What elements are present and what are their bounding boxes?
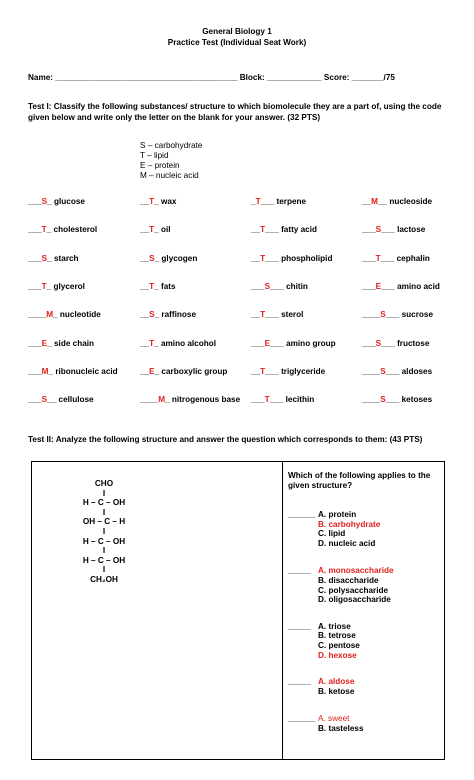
answer-blank: _ — [47, 338, 54, 348]
answer-blank: ______ — [288, 714, 316, 724]
answer-letter: T — [149, 197, 155, 206]
correct-option: A. aldose — [318, 677, 355, 687]
item-label: cellulose — [58, 395, 94, 405]
answer-blank: ___ — [265, 310, 282, 320]
classify-item — [28, 197, 85, 207]
item-label: amino acid — [397, 281, 440, 291]
answer-blank: _ — [154, 281, 161, 291]
answer-blank: ____ — [28, 310, 47, 320]
answer-blank: __ — [251, 225, 261, 235]
item-label: raffinose — [161, 310, 196, 320]
glucose-fischer-structure — [32, 479, 282, 585]
answer-blank: _ — [154, 197, 161, 206]
answer-letter: S — [41, 395, 48, 405]
answer-blank: _ — [154, 338, 161, 348]
item-label: cephalin — [396, 253, 430, 263]
structure-line: I — [102, 488, 106, 498]
classify-item — [362, 339, 429, 349]
classify-item — [251, 367, 325, 377]
item-label: triglyceride — [281, 366, 326, 376]
option-text: C. polysaccharide — [318, 585, 389, 595]
classify-item — [362, 197, 432, 207]
classify-item — [362, 395, 432, 405]
classify-item — [251, 282, 308, 292]
answer-blank: _____ — [288, 566, 311, 576]
answer-option — [288, 510, 444, 520]
answer-letter: T — [149, 225, 155, 235]
answer-blank: _ — [154, 366, 162, 376]
item-label: nucleotide — [59, 310, 101, 320]
answer-blank: ___ — [381, 281, 398, 291]
classify-item — [28, 254, 79, 264]
answer-option — [288, 586, 444, 596]
code-t: T – lipid — [140, 151, 169, 160]
test2-instructions: Test II: Analyze the following structure and answer the question which corresponds to them: (43 PTS) — [28, 435, 423, 444]
answer-letter: S — [41, 253, 48, 263]
answer-blank: ___ — [28, 395, 42, 405]
item-label: fructose — [397, 338, 430, 348]
structure-line: I — [102, 526, 106, 536]
item-label: oil — [160, 225, 171, 235]
answer-group — [283, 566, 444, 604]
answer-blank: ____ — [362, 366, 381, 376]
answer-blank: ___ — [270, 338, 287, 348]
answer-option — [288, 631, 444, 641]
answer-letter: T — [260, 366, 266, 376]
answer-letter: M — [46, 310, 54, 320]
answer-letter: S — [380, 366, 386, 376]
classify-item — [28, 367, 118, 377]
answer-blank: _ — [48, 366, 56, 376]
answer-blank: _ — [251, 197, 256, 206]
answer-blank: ______ — [288, 510, 316, 519]
answer-letter: T — [375, 253, 381, 263]
option-text: B. disaccharide — [318, 575, 379, 585]
answer-blank: ___ — [269, 395, 286, 405]
answer-blank: ___ — [251, 281, 265, 291]
answer-blank: _ — [53, 310, 60, 320]
answer-blank: ____ — [140, 395, 159, 405]
item-label: amino group — [286, 338, 336, 348]
correct-option: B. carbohydrate — [318, 519, 381, 529]
answer-letter: S — [149, 253, 155, 263]
answer-blank: ___ — [385, 366, 402, 376]
answer-letter: T — [255, 197, 261, 206]
classify-item — [140, 197, 176, 207]
answer-blank: ___ — [270, 281, 287, 291]
answer-blank: __ — [140, 225, 150, 235]
answer-blank: _ — [165, 395, 172, 405]
answer-blank: _ — [46, 281, 54, 291]
classify-item — [362, 225, 425, 235]
item-label: side chain — [53, 338, 95, 348]
item-label: phospholipid — [281, 253, 333, 263]
answer-option — [288, 622, 444, 632]
classify-item — [362, 310, 433, 320]
classify-item — [362, 367, 432, 377]
option-text: B. tasteless — [318, 723, 364, 733]
name-block-score-line: Name: ________________________________________ Block: ____________ Score: _______/75 — [28, 73, 395, 82]
structure-line: I — [102, 565, 106, 575]
answer-blank: __ — [140, 338, 150, 348]
answer-letter: E — [375, 281, 382, 291]
answer-group — [283, 677, 444, 696]
classify-item — [362, 254, 430, 264]
answer-blank: __ — [47, 395, 59, 405]
correct-option: D. hexose — [318, 650, 357, 660]
option-text: A. protein — [318, 510, 357, 519]
option-text: D. oligosaccharide — [318, 595, 391, 605]
correct-option: A. sweet — [318, 714, 350, 724]
classify-item — [251, 225, 317, 235]
answer-blank: ___ — [362, 281, 376, 291]
classify-item — [251, 395, 314, 405]
answer-option — [288, 520, 444, 530]
classify-item — [362, 282, 440, 292]
structure-line: CHO — [94, 479, 114, 488]
classify-item — [251, 339, 336, 349]
answer-option — [288, 595, 444, 605]
answer-letter: T — [260, 310, 266, 320]
doc-subtitle: Practice Test (Individual Seat Work) — [167, 38, 307, 47]
option-text: D. nucleic acid — [318, 538, 376, 548]
answer-letter: T — [149, 338, 155, 348]
answer-blank: _ — [46, 225, 54, 235]
answer-letter: S — [375, 338, 382, 348]
item-label: lactose — [397, 225, 426, 235]
structure-line: CH₂OH — [90, 574, 118, 584]
classify-item — [140, 339, 216, 349]
classify-item — [28, 395, 94, 405]
answer-letter: M — [158, 395, 166, 405]
option-text: C. lipid — [318, 529, 346, 539]
answer-blank: ___ — [28, 338, 42, 348]
classify-item — [28, 282, 85, 292]
answer-blank: ___ — [28, 281, 42, 291]
answer-option — [288, 714, 444, 724]
item-label: nitrogenous base — [171, 395, 241, 405]
item-label: carboxylic group — [161, 366, 228, 376]
question-cell — [283, 462, 445, 760]
code-legend — [140, 141, 202, 181]
answer-blank: ___ — [251, 395, 265, 405]
item-label: glycogen — [161, 253, 198, 263]
classify-item — [251, 197, 306, 207]
answer-option — [288, 687, 444, 697]
answer-blank: ___ — [265, 225, 282, 235]
answer-blank: ___ — [385, 395, 402, 405]
option-text: A. triose — [318, 621, 351, 631]
answer-letter: S — [380, 395, 386, 405]
structure-line: I — [102, 507, 106, 517]
classify-item — [251, 310, 303, 320]
item-label: chitin — [286, 281, 308, 291]
answer-letter: S — [264, 281, 271, 291]
item-label: fatty acid — [281, 225, 318, 235]
item-label: aldoses — [401, 366, 433, 376]
answer-option — [288, 539, 444, 549]
answer-group — [283, 714, 444, 733]
item-label: cholesterol — [53, 225, 98, 235]
item-label: ketoses — [401, 395, 433, 405]
classify-item — [140, 282, 176, 292]
classify-item — [140, 225, 171, 235]
answer-option — [288, 566, 444, 576]
test2-table — [31, 461, 445, 760]
test2-question: Which of the following applies to the given structure? — [288, 471, 431, 490]
item-label: ribonucleic acid — [55, 366, 118, 376]
item-label: sterol — [281, 310, 304, 320]
code-m: M – nucleic acid — [140, 171, 199, 180]
answer-blank: ___ — [251, 338, 265, 348]
classify-item — [140, 367, 227, 377]
answer-blank: ____ — [362, 310, 381, 320]
answer-option — [288, 677, 444, 687]
answer-blank: _ — [154, 310, 162, 320]
item-label: terpene — [276, 197, 307, 206]
answer-blank: ___ — [381, 225, 398, 235]
structure-line: H – C – OH — [82, 555, 126, 565]
item-label: nucleoside — [389, 197, 433, 206]
classify-item — [140, 254, 197, 264]
classify-item — [28, 310, 101, 320]
structure-line: OH – C – H — [82, 517, 126, 527]
option-text: B. ketose — [318, 686, 355, 696]
answer-group — [283, 510, 444, 548]
answer-blank: __ — [140, 197, 150, 206]
answer-letter: T — [149, 281, 155, 291]
answer-blank: ___ — [28, 366, 42, 376]
answer-blank: ___ — [362, 225, 376, 235]
answer-blank: ____ — [362, 395, 381, 405]
answer-blank: _ — [47, 253, 54, 263]
classify-item — [251, 254, 332, 264]
answer-blank: _____ — [288, 621, 311, 631]
answer-option — [288, 651, 444, 661]
item-label: glucose — [53, 197, 85, 206]
answer-group — [283, 622, 444, 660]
item-label: wax — [160, 197, 177, 206]
answer-letter: S — [375, 225, 382, 235]
answer-letter: M — [41, 366, 49, 376]
answer-letter: T — [41, 225, 47, 235]
answer-blank: __ — [251, 310, 261, 320]
answer-blank: ___ — [260, 197, 277, 206]
item-label: lecithin — [285, 395, 315, 405]
answer-blank: ___ — [28, 253, 42, 263]
answer-letter: E — [149, 366, 155, 376]
structure-line: I — [102, 546, 106, 556]
answer-blank: ___ — [265, 253, 282, 263]
answer-letter: S — [149, 310, 155, 320]
classify-item — [140, 310, 196, 320]
answer-blank: ___ — [381, 338, 398, 348]
answer-blank: __ — [140, 310, 150, 320]
correct-option: A. monosaccharide — [318, 566, 394, 576]
answer-option — [288, 641, 444, 651]
answer-letter: E — [41, 338, 48, 348]
answer-groups — [283, 510, 444, 734]
test1-instructions: Test I: Classify the following substances/ structure to which biomolecule they are a part of, using the code given below and write only the letter on the blank for your answer. (32 PTS) — [28, 102, 442, 122]
doc-title: General Biology 1 — [202, 27, 272, 36]
answer-blank: ___ — [28, 197, 42, 206]
answer-letter: T — [260, 225, 266, 235]
item-label: fats — [160, 281, 176, 291]
answer-option — [288, 576, 444, 586]
answer-blank: __ — [140, 366, 150, 376]
answer-blank: __ — [251, 366, 261, 376]
item-label: sucrose — [401, 310, 434, 320]
structure-line: H – C – OH — [82, 498, 126, 508]
classify-item — [140, 395, 240, 405]
answer-option — [288, 724, 444, 734]
answer-blank: ___ — [362, 338, 376, 348]
answer-blank: ___ — [265, 366, 282, 376]
answer-blank: ___ — [28, 225, 42, 235]
item-label: amino alcohol — [160, 338, 217, 348]
answer-blank: __ — [362, 197, 372, 206]
code-e: E – protein — [140, 161, 180, 170]
answer-blank: ___ — [362, 253, 376, 263]
item-label: glycerol — [53, 281, 85, 291]
answer-letter: T — [264, 395, 270, 405]
answer-blank: ___ — [380, 253, 397, 263]
answer-blank: __ — [140, 253, 150, 263]
code-s: S – carbohydrate — [140, 141, 203, 150]
classify-item — [28, 339, 94, 349]
answer-letter: E — [264, 338, 271, 348]
item-label: starch — [53, 253, 79, 263]
answer-blank: _ — [47, 197, 54, 206]
answer-blank: _____ — [288, 677, 311, 687]
answer-letter: S — [41, 197, 48, 206]
answer-blank: __ — [251, 253, 261, 263]
answer-blank: __ — [377, 197, 390, 206]
answer-blank: _ — [154, 225, 161, 235]
answer-letter: M — [371, 197, 378, 206]
answer-option — [288, 529, 444, 539]
structure-line: H – C – OH — [82, 536, 126, 546]
answer-letter: T — [260, 253, 266, 263]
structure-cell — [32, 462, 283, 760]
classify-item — [28, 225, 97, 235]
answer-blank: _ — [154, 253, 162, 263]
answer-letter: T — [41, 281, 47, 291]
answer-blank: ___ — [385, 310, 402, 320]
option-text: B. tetrose — [318, 631, 356, 641]
option-text: C. pentose — [318, 640, 360, 650]
answer-blank: __ — [140, 281, 150, 291]
answer-letter: S — [380, 310, 386, 320]
